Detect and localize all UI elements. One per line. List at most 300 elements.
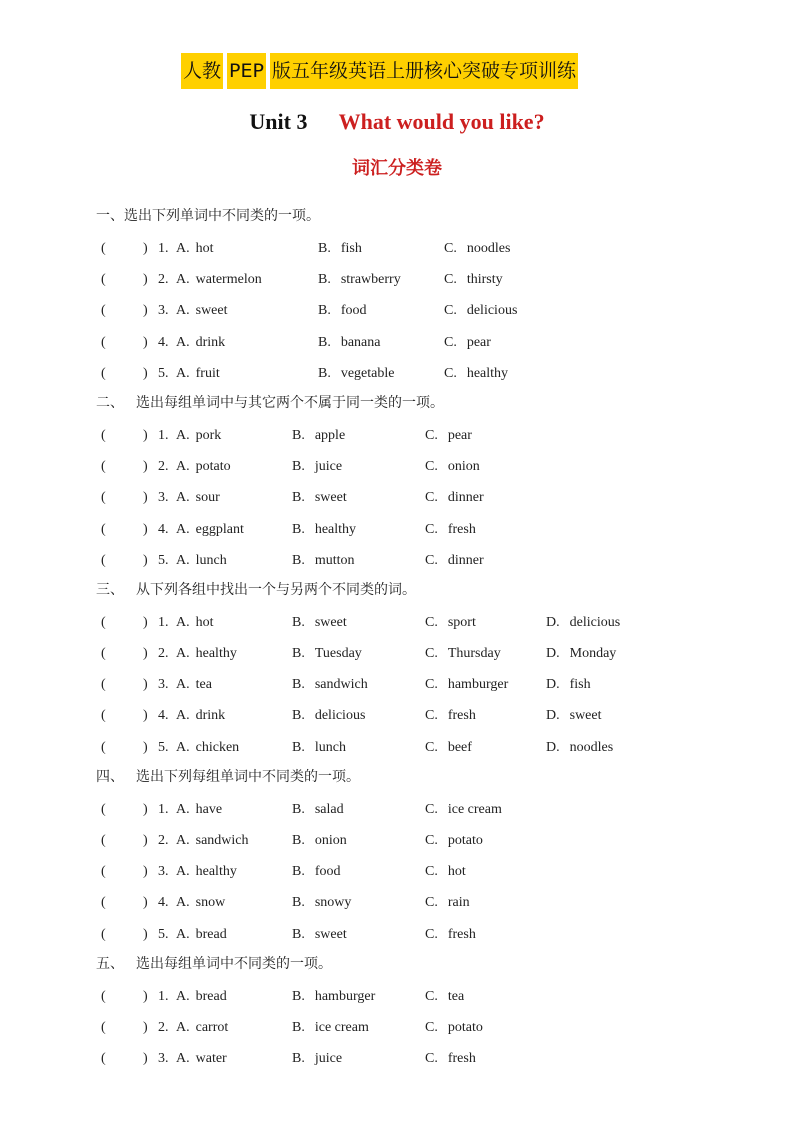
option-word: juice	[314, 1051, 343, 1067]
option-letter: A.	[176, 864, 190, 880]
question-number: 3.	[158, 490, 169, 506]
option-c	[444, 295, 517, 326]
answer-paren-close: )	[143, 614, 148, 630]
option-letter: C.	[444, 241, 457, 256]
option-c	[425, 669, 508, 700]
option-a	[176, 420, 221, 451]
option-word: water	[195, 1051, 227, 1067]
section-heading	[96, 202, 756, 233]
option-letter: C.	[425, 739, 438, 755]
option-letter: A.	[176, 614, 190, 630]
option-a	[176, 233, 214, 264]
question-row	[96, 669, 756, 700]
question-number: 5.	[158, 365, 169, 381]
answer-paren-open[interactable]: (	[101, 241, 106, 256]
question-number: 5.	[158, 739, 169, 755]
answer-paren-open[interactable]: (	[101, 895, 106, 911]
option-letter: D.	[546, 708, 560, 724]
answer-paren-close: )	[143, 303, 148, 319]
option-word: fresh	[447, 708, 476, 724]
question-row	[96, 700, 756, 731]
option-b	[292, 607, 347, 638]
question-row	[96, 420, 756, 451]
option-word: noodles	[466, 241, 511, 256]
option-word: drink	[195, 334, 226, 350]
option-word: fish	[569, 677, 591, 693]
option-word: watermelon	[195, 272, 262, 288]
option-letter: B.	[292, 614, 305, 630]
option-d	[546, 669, 591, 700]
answer-paren-open[interactable]: (	[101, 833, 106, 848]
option-b	[292, 514, 356, 545]
option-a	[176, 732, 239, 763]
question-list	[96, 233, 756, 389]
option-letter: A.	[176, 427, 190, 443]
option-a	[176, 825, 249, 856]
option-letter: B.	[292, 895, 305, 911]
question-row	[96, 794, 756, 825]
answer-paren-close: )	[143, 833, 148, 848]
option-word: pork	[195, 427, 222, 443]
question-row	[96, 264, 756, 295]
option-d	[546, 638, 616, 669]
option-word: pear	[447, 427, 472, 443]
option-word: noodles	[569, 739, 614, 755]
answer-paren-open[interactable]: (	[101, 614, 106, 630]
answer-paren-close: )	[143, 1051, 148, 1067]
option-a	[176, 1043, 227, 1074]
option-letter: B.	[292, 521, 305, 537]
option-letter: B.	[292, 926, 305, 942]
unit-question: What would you like?	[338, 109, 545, 134]
section-heading	[96, 389, 756, 420]
question-number: 5.	[158, 552, 169, 568]
question-row	[96, 327, 756, 358]
question-row	[96, 233, 756, 264]
option-word: ice cream	[314, 1019, 369, 1035]
option-letter: B.	[292, 801, 305, 817]
option-letter: C.	[425, 427, 438, 443]
option-word: Thursday	[447, 646, 501, 662]
option-word: carrot	[195, 1019, 229, 1035]
question-row	[96, 295, 756, 326]
option-word: fresh	[447, 1051, 476, 1067]
answer-paren-open[interactable]: (	[101, 988, 106, 1004]
option-letter: A.	[176, 272, 190, 288]
option-letter: B.	[292, 739, 305, 755]
option-letter: D.	[546, 646, 560, 662]
option-word: dinner	[447, 490, 484, 506]
option-letter: C.	[425, 988, 438, 1004]
option-letter: D.	[546, 739, 560, 755]
answer-paren-open[interactable]: (	[101, 552, 106, 568]
option-letter: B.	[292, 490, 305, 506]
option-letter: A.	[176, 490, 190, 506]
option-word: snow	[195, 895, 226, 911]
option-word: hamburger	[447, 677, 509, 693]
option-letter: B.	[292, 864, 305, 880]
option-word: tea	[447, 988, 465, 1004]
option-c	[425, 981, 464, 1012]
option-word: pear	[466, 334, 491, 350]
option-word: fruit	[195, 365, 220, 381]
option-c	[425, 856, 466, 887]
option-a	[176, 981, 227, 1012]
option-a	[176, 295, 228, 326]
option-letter: A.	[176, 677, 190, 693]
option-letter: B.	[292, 833, 305, 848]
option-word: potato	[447, 833, 483, 848]
option-letter: B.	[292, 1019, 305, 1035]
answer-paren-open[interactable]: (	[101, 334, 106, 350]
option-word: banana	[340, 334, 381, 350]
question-row	[96, 732, 756, 763]
option-word: strawberry	[340, 272, 401, 288]
question-number: 4.	[158, 708, 169, 724]
answer-paren-open[interactable]: (	[101, 365, 106, 381]
option-a	[176, 1012, 228, 1043]
option-word: ice cream	[447, 801, 502, 817]
option-a	[176, 545, 227, 576]
option-a	[176, 607, 214, 638]
answer-paren-close: )	[143, 926, 148, 942]
answer-paren-close: )	[143, 1019, 148, 1035]
option-a	[176, 358, 220, 389]
option-word: drink	[195, 708, 226, 724]
option-b	[292, 482, 347, 513]
answer-paren-close: )	[143, 459, 148, 475]
option-letter: A.	[176, 334, 190, 350]
option-letter: A.	[176, 646, 190, 662]
option-word: sweet	[314, 490, 347, 506]
question-number: 1.	[158, 427, 169, 443]
answer-paren-open[interactable]: (	[101, 1051, 106, 1067]
question-number: 3.	[158, 1051, 169, 1067]
option-a	[176, 514, 244, 545]
question-number: 4.	[158, 521, 169, 537]
option-word: eggplant	[195, 521, 244, 537]
question-list	[96, 981, 756, 1075]
option-b	[292, 545, 355, 576]
option-letter: A.	[176, 521, 190, 537]
question-row	[96, 887, 756, 918]
option-word: Monday	[569, 646, 617, 662]
option-b	[292, 1012, 369, 1043]
section-heading	[96, 950, 756, 981]
option-c	[425, 825, 483, 856]
option-letter: B.	[292, 459, 305, 475]
option-letter: A.	[176, 552, 190, 568]
option-b	[292, 919, 347, 950]
option-c	[425, 919, 476, 950]
question-number: 3.	[158, 303, 169, 319]
option-word: healthy	[314, 521, 357, 537]
section-heading	[96, 576, 756, 607]
question-number: 1.	[158, 241, 169, 256]
option-word: potato	[195, 459, 231, 475]
question-number: 4.	[158, 895, 169, 911]
option-c	[425, 420, 472, 451]
option-word: food	[314, 864, 341, 880]
option-letter: C.	[425, 646, 438, 662]
option-word: sandwich	[195, 833, 249, 848]
option-letter: A.	[176, 459, 190, 475]
option-letter: A.	[176, 708, 190, 724]
option-letter: A.	[176, 895, 190, 911]
option-a	[176, 919, 227, 950]
unit-title	[0, 106, 794, 138]
option-letter: C.	[425, 833, 438, 848]
option-letter: A.	[176, 303, 190, 319]
option-a	[176, 482, 220, 513]
question-number: 2.	[158, 459, 169, 475]
question-number: 1.	[158, 801, 169, 817]
question-row	[96, 919, 756, 950]
option-word: delicious	[466, 303, 518, 319]
answer-paren-open[interactable]: (	[101, 739, 106, 755]
answer-paren-close: )	[143, 739, 148, 755]
option-letter: C.	[425, 708, 438, 724]
option-letter: B.	[292, 677, 305, 693]
option-b	[292, 638, 362, 669]
option-word: healthy	[195, 864, 237, 880]
answer-paren-close: )	[143, 801, 148, 817]
option-b	[292, 856, 341, 887]
option-letter: C.	[425, 926, 438, 942]
answer-paren-open[interactable]: (	[101, 646, 106, 662]
answer-paren-open[interactable]: (	[101, 272, 106, 288]
option-d	[546, 607, 620, 638]
option-letter: C.	[425, 895, 438, 911]
option-word: lunch	[195, 552, 227, 568]
option-b	[292, 669, 368, 700]
option-word: onion	[447, 459, 480, 475]
question-number: 3.	[158, 864, 169, 880]
option-c	[444, 264, 503, 295]
option-c	[425, 1043, 476, 1074]
question-number: 1.	[158, 614, 169, 630]
option-b	[292, 700, 365, 731]
option-letter: C.	[444, 334, 457, 350]
option-word: sour	[195, 490, 220, 506]
option-b	[318, 295, 367, 326]
option-b	[292, 887, 351, 918]
option-letter: B.	[318, 272, 331, 288]
answer-paren-open[interactable]: (	[101, 708, 106, 724]
option-letter: B.	[292, 708, 305, 724]
question-number: 3.	[158, 677, 169, 693]
option-word: sweet	[195, 303, 228, 319]
section-instruction: 从下列各组中找出一个与另两个不同类的词。	[136, 581, 416, 598]
option-word: fish	[340, 241, 362, 256]
answer-paren-open[interactable]: (	[101, 677, 106, 693]
answer-paren-open[interactable]: (	[101, 521, 106, 537]
section-number: 五、	[96, 955, 124, 972]
section-number: 二、	[96, 394, 124, 411]
option-a	[176, 264, 262, 295]
option-letter: B.	[292, 988, 305, 1004]
answer-paren-close: )	[143, 490, 148, 506]
option-letter: A.	[176, 241, 190, 256]
answer-paren-open[interactable]: (	[101, 1019, 106, 1035]
section-instruction: 选出每组单词中与其它两个不属于同一类的一项。	[136, 394, 444, 411]
option-word: have	[195, 801, 223, 817]
banner-segment: 版五年级英语上册核心突破专项训练	[270, 53, 578, 89]
option-letter: A.	[176, 926, 190, 942]
banner	[181, 53, 613, 89]
option-letter: B.	[292, 552, 305, 568]
option-letter: B.	[318, 303, 331, 319]
answer-paren-open[interactable]: (	[101, 427, 106, 443]
option-c	[444, 233, 510, 264]
option-b	[292, 451, 342, 482]
question-row	[96, 482, 756, 513]
option-word: delicious	[569, 614, 621, 630]
option-word: snowy	[314, 895, 352, 911]
question-row	[96, 638, 756, 669]
answer-paren-close: )	[143, 677, 148, 693]
option-word: sweet	[314, 614, 347, 630]
option-a	[176, 451, 231, 482]
section-number: 四、	[96, 768, 124, 785]
option-a	[176, 794, 222, 825]
question-number: 2.	[158, 833, 169, 848]
option-letter: B.	[292, 646, 305, 662]
option-word: lunch	[314, 739, 346, 755]
option-b	[292, 1043, 342, 1074]
answer-paren-close: )	[143, 646, 148, 662]
option-word: healthy	[195, 646, 237, 662]
option-letter: C.	[444, 272, 457, 288]
answer-paren-open[interactable]: (	[101, 490, 106, 506]
option-letter: C.	[425, 521, 438, 537]
option-c	[425, 482, 484, 513]
section-number: 三、	[96, 581, 124, 598]
question-number: 2.	[158, 1019, 169, 1035]
option-c	[425, 732, 472, 763]
option-letter: A.	[176, 1051, 190, 1067]
option-word: potato	[447, 1019, 483, 1035]
option-letter: B.	[318, 334, 331, 350]
option-word: food	[340, 303, 367, 319]
option-word: hamburger	[314, 988, 376, 1004]
option-letter: B.	[318, 365, 331, 381]
answer-paren-open[interactable]: (	[101, 801, 106, 817]
option-word: juice	[314, 459, 343, 475]
option-letter: C.	[425, 552, 438, 568]
question-list	[96, 794, 756, 950]
answer-paren-open[interactable]: (	[101, 864, 106, 880]
option-word: bread	[195, 988, 227, 1004]
option-b	[292, 794, 344, 825]
option-b	[292, 825, 347, 856]
answer-paren-close: )	[143, 895, 148, 911]
option-a	[176, 700, 225, 731]
option-word: onion	[314, 833, 347, 848]
option-b	[318, 233, 362, 264]
option-word: delicious	[314, 708, 366, 724]
option-letter: A.	[176, 801, 190, 817]
option-a	[176, 887, 225, 918]
option-letter: C.	[425, 864, 438, 880]
option-word: healthy	[466, 365, 509, 381]
question-number: 1.	[158, 988, 169, 1004]
question-row	[96, 545, 756, 576]
option-c	[425, 607, 476, 638]
option-letter: B.	[292, 427, 305, 443]
option-letter: C.	[444, 365, 457, 381]
option-word: dinner	[447, 552, 484, 568]
option-letter: A.	[176, 988, 190, 1004]
question-row	[96, 514, 756, 545]
option-a	[176, 327, 225, 358]
answer-paren-open[interactable]: (	[101, 459, 106, 475]
option-b	[318, 264, 401, 295]
option-word: sweet	[569, 708, 602, 724]
question-row	[96, 358, 756, 389]
option-a	[176, 669, 212, 700]
option-word: rain	[447, 895, 470, 911]
option-c	[444, 327, 491, 358]
option-c	[425, 1012, 483, 1043]
option-word: fresh	[447, 521, 476, 537]
option-word: sandwich	[314, 677, 368, 693]
option-letter: A.	[176, 739, 190, 755]
option-word: sweet	[314, 926, 347, 942]
option-letter: C.	[425, 1019, 438, 1035]
answer-paren-close: )	[143, 521, 148, 537]
option-c	[425, 887, 470, 918]
option-word: fresh	[447, 926, 476, 942]
option-b	[318, 358, 394, 389]
option-letter: C.	[425, 677, 438, 693]
option-word: sport	[447, 614, 476, 630]
option-c	[425, 700, 476, 731]
question-row	[96, 1012, 756, 1043]
option-c	[425, 514, 476, 545]
question-row	[96, 981, 756, 1012]
section-instruction: 选出下列单词中不同类的一项。	[124, 208, 320, 224]
answer-paren-close: )	[143, 272, 148, 288]
option-letter: A.	[176, 1019, 190, 1035]
option-letter: D.	[546, 677, 560, 693]
option-word: apple	[314, 427, 346, 443]
option-a	[176, 856, 237, 887]
option-letter: C.	[444, 303, 457, 319]
answer-paren-open[interactable]: (	[101, 926, 106, 942]
question-number: 2.	[158, 272, 169, 288]
question-list	[96, 420, 756, 576]
option-letter: D.	[546, 614, 560, 630]
option-letter: C.	[425, 801, 438, 817]
option-word: chicken	[195, 739, 240, 755]
option-d	[546, 700, 602, 731]
option-word: thirsty	[466, 272, 503, 288]
option-word: mutton	[314, 552, 355, 568]
option-c	[425, 794, 502, 825]
answer-paren-close: )	[143, 864, 148, 880]
option-word: hot	[195, 614, 214, 630]
answer-paren-close: )	[143, 334, 148, 350]
option-letter: C.	[425, 1051, 438, 1067]
option-word: hot	[195, 241, 214, 256]
unit-label: Unit 3	[249, 109, 308, 134]
option-letter: C.	[425, 614, 438, 630]
answer-paren-open[interactable]: (	[101, 303, 106, 319]
question-row	[96, 825, 756, 856]
section-number: 一、	[96, 208, 124, 224]
option-word: hot	[447, 864, 466, 880]
